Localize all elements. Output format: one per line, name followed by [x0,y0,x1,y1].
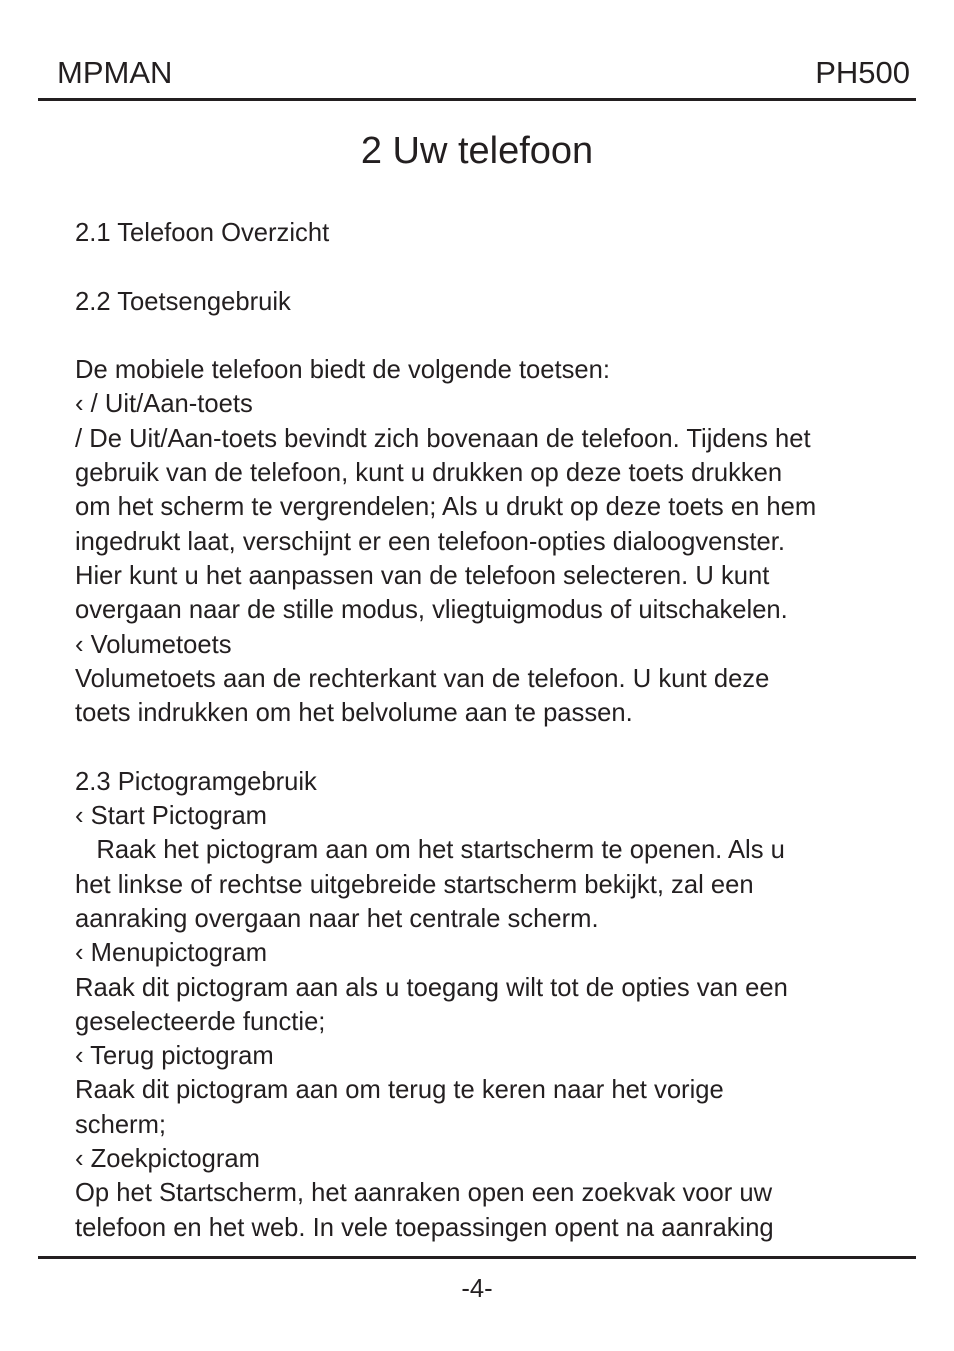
text-line [75,250,905,284]
text-line: ingedrukt laat, verschijnt er een telefoon-opties dialoogvenster. [75,527,785,556]
text-line [75,730,905,764]
header-divider [38,98,916,101]
text-line: scherm; [75,1110,167,1139]
page-number: -4- [461,1275,493,1303]
text-line: De mobiele telefoon biedt de volgende toetsen: [75,356,611,385]
brand-name: MPMAN [57,55,173,90]
text-line: telefoon en het web. In vele toepassingen opent na aanraking [75,1213,774,1242]
text-line: Hier kunt u het aanpassen van de telefoon selecteren. U kunt [75,561,770,590]
text-line: Volumetoets aan de rechterkant van de telefoon. U kunt deze [75,664,770,693]
text-line: 2.2 Toetsengebruik [75,287,291,316]
text-line: Raak dit pictogram aan als u toegang wilt tot de opties van een [75,973,788,1002]
text-line: aanraking overgaan naar het centrale scherm. [75,904,599,933]
text-line: ‹ Menupictogram [75,939,268,968]
text-line: ‹ Start Pictogram [75,802,268,831]
text-line: ‹ / Uit/Aan-toets [75,390,253,419]
footer-divider [38,1256,916,1259]
body-text [75,216,905,1245]
text-line: om het scherm te vergrendelen; Als u drukt op deze toets en hem [75,493,817,522]
model-name: PH500 [815,55,910,90]
text-line: Raak dit pictogram aan om terug te keren naar het vorige [75,1076,724,1105]
text-line: 2.1 Telefoon Overzicht [75,219,330,247]
text-line: het linkse of rechtse uitgebreide startscherm bekijkt, zal een [75,870,754,899]
text-line: Op het Startscherm, het aanraken open een zoekvak voor uw [75,1179,773,1208]
text-line: ‹ Zoekpictogram [75,1145,260,1174]
text-line: ‹ Volumetoets [75,630,232,659]
text-line: geselecteerde functie; [75,1007,326,1036]
chapter-title: 2 Uw telefoon [360,130,594,172]
text-line: toets indrukken om het belvolume aan te passen. [75,699,633,728]
text-line [75,319,905,353]
text-line: overgaan naar de stille modus, vliegtuigmodus of uitschakelen. [75,596,788,625]
text-line: ‹ Terug pictogram [75,1042,274,1071]
text-line: Raak het pictogram aan om het startscherm te openen. Als u [75,836,785,865]
text-line: / De Uit/Aan-toets bevindt zich bovenaan de telefoon. Tijdens het [75,424,811,453]
text-line: 2.3 Pictogramgebruik [75,767,317,796]
text-line: gebruik van de telefoon, kunt u drukken op deze toets drukken [75,459,783,488]
